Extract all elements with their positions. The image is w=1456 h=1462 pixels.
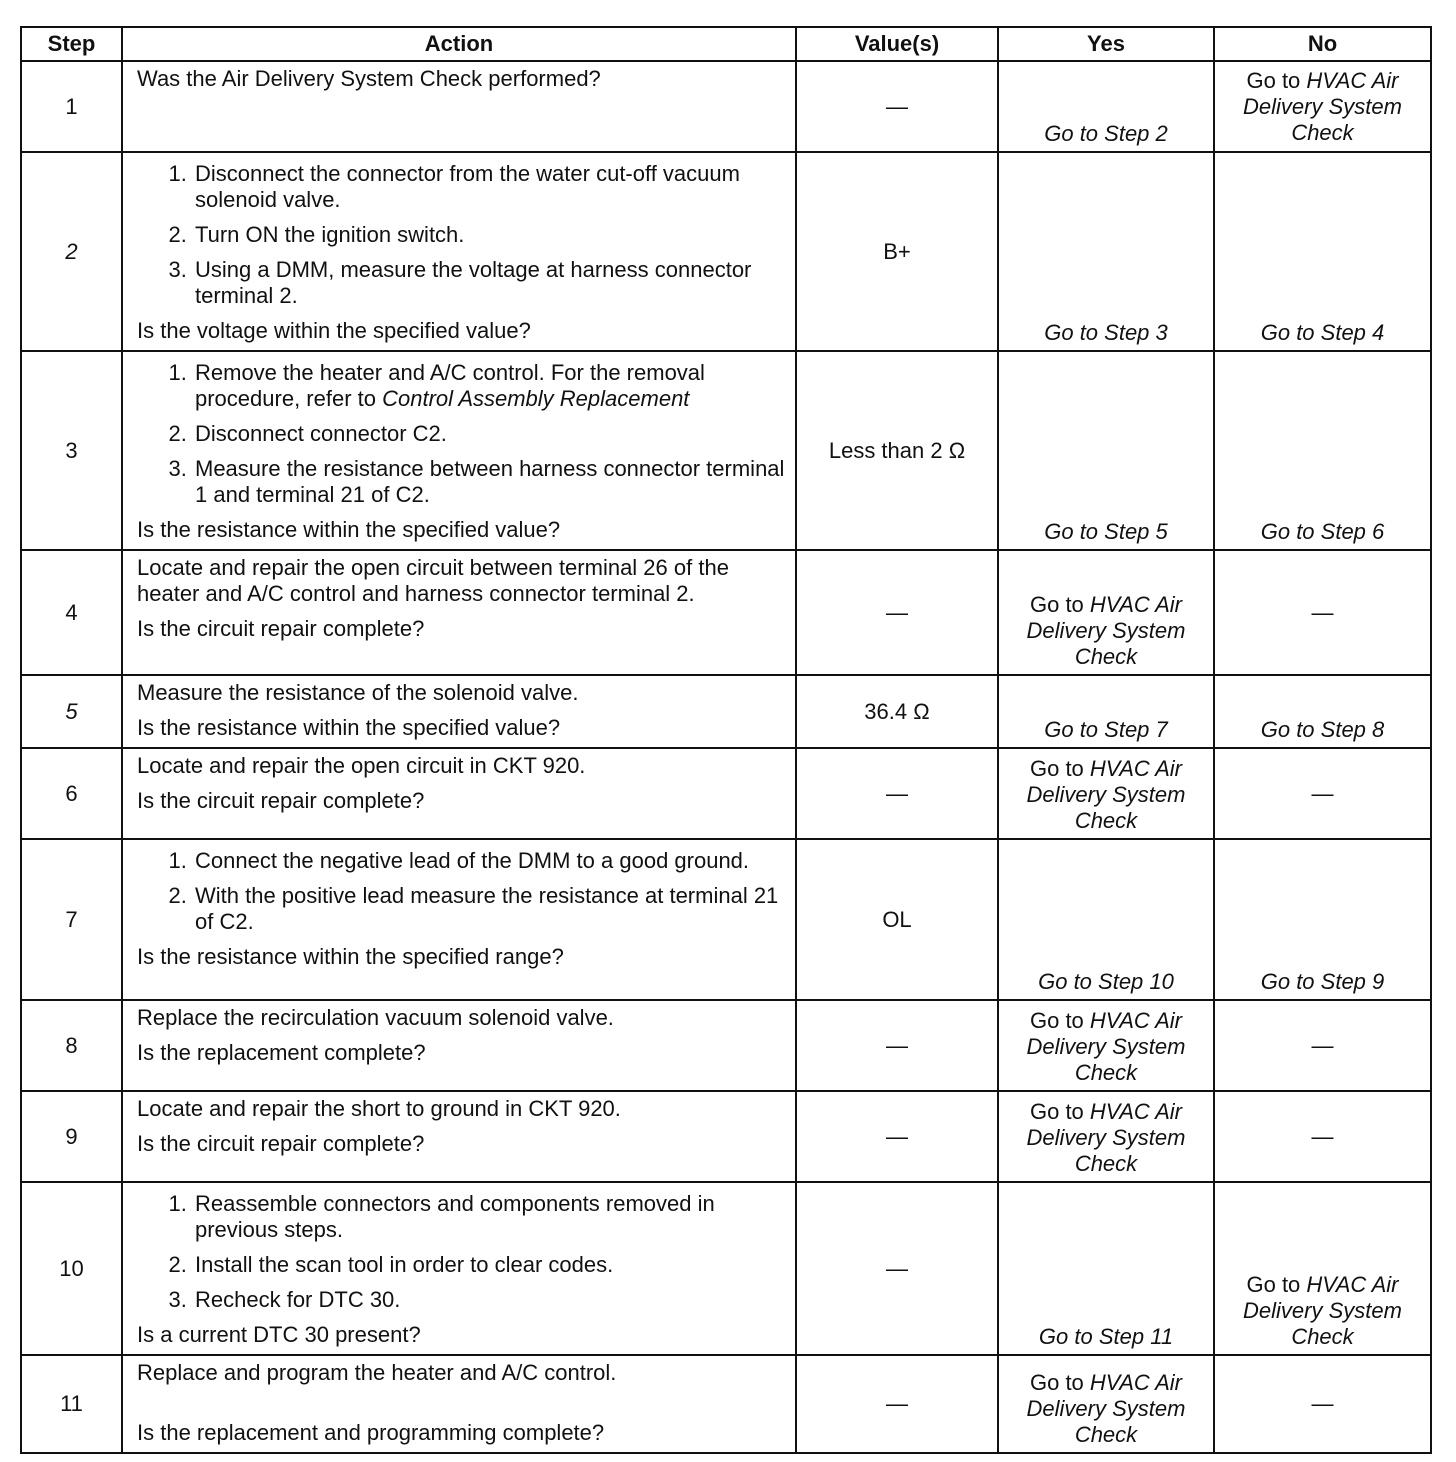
yes-link-target: Go to Step 2 (1044, 121, 1168, 146)
table-row (21, 550, 1431, 675)
value-cell: Less than 2 Ω (796, 351, 998, 550)
yes-cell (998, 61, 1214, 152)
yes-cell (998, 1000, 1214, 1091)
step-number: 1 (21, 61, 122, 152)
value-cell: — (796, 1000, 998, 1091)
yes-link-target: HVAC Air Delivery System Check (1026, 1370, 1186, 1447)
action-question: Is the circuit repair complete? (137, 788, 425, 813)
yes-link-text: Go to (1029, 1008, 1090, 1033)
action-cell (122, 1355, 796, 1453)
step-number: 7 (21, 839, 122, 1000)
no-cell (1214, 351, 1431, 550)
yes-link-text: Go to (1029, 756, 1090, 781)
action-question: Is the resistance within the specified value? (137, 715, 561, 740)
action-instruction: Locate and repair the open circuit between terminal 26 of the heater and A/C control and harness connector terminal 2. (137, 555, 729, 606)
step-number: 4 (21, 550, 122, 675)
step-number: 10 (21, 1182, 122, 1355)
no-link-text: Go to (1246, 67, 1307, 93)
action-steps-list (137, 1191, 785, 1313)
table-row (21, 748, 1431, 839)
yes-cell (998, 351, 1214, 550)
value-cell: — (796, 1091, 998, 1182)
action-step-item: 3. Measure the resistance between harness connector terminal 1 and terminal 21 of C2. (193, 456, 785, 508)
header-step: Step (21, 27, 122, 61)
step-number: 8 (21, 1000, 122, 1091)
step-number: 3 (21, 351, 122, 550)
action-question: Is the resistance within the specified range? (137, 944, 564, 969)
yes-cell (998, 748, 1214, 839)
header-action: Action (122, 27, 796, 61)
action-step-text: Remove the heater and A/C control. For the removal procedure, refer to (195, 360, 705, 411)
action-step-item: 2. Disconnect connector C2. (193, 421, 785, 447)
no-cell: — (1214, 550, 1431, 675)
no-link-text: Go to (1246, 1272, 1307, 1297)
action-step-item: 3. Using a DMM, measure the voltage at harness connector terminal 2. (193, 257, 785, 309)
action-step-item (193, 360, 785, 412)
step-number: 6 (21, 748, 122, 839)
action-question: Is the replacement complete? (137, 1040, 426, 1065)
action-cell (122, 351, 796, 550)
action-cell (122, 1091, 796, 1182)
action-step-item: 1. Reassemble connectors and components removed in previous steps. (193, 1191, 785, 1243)
yes-link-text: Go to (1029, 1370, 1090, 1395)
yes-cell (998, 1182, 1214, 1355)
no-cell (1214, 839, 1431, 1000)
action-step-item: 1. Connect the negative lead of the DMM to a good ground. (193, 848, 785, 874)
step-number: 9 (21, 1091, 122, 1182)
header-yes: Yes (998, 27, 1214, 61)
action-step-item: 2. With the positive lead measure the resistance at terminal 21 of C2. (193, 883, 785, 935)
no-link-target: HVAC Air Delivery System Check (1243, 1272, 1402, 1349)
yes-link-target: Go to Step 10 (1038, 969, 1174, 994)
table-row (21, 61, 1431, 152)
table-row (21, 152, 1431, 351)
header-no: No (1214, 27, 1431, 61)
action-cell (122, 550, 796, 675)
yes-link-target: Go to Step 3 (1044, 320, 1168, 345)
no-cell: — (1214, 748, 1431, 839)
no-cell (1214, 675, 1431, 748)
action-steps-list (137, 161, 785, 309)
action-question: Is the resistance within the specified value? (137, 517, 561, 542)
value-cell: 36.4 Ω (796, 675, 998, 748)
action-step-item: 1. Disconnect the connector from the water cut-off vacuum solenoid valve. (193, 161, 785, 213)
value-cell: OL (796, 839, 998, 1000)
value-cell: — (796, 748, 998, 839)
table-row (21, 675, 1431, 748)
action-instruction: Measure the resistance of the solenoid valve. (137, 680, 579, 705)
action-step-item: 2. Install the scan tool in order to clear codes. (193, 1252, 785, 1278)
yes-link-text: Go to (1029, 592, 1090, 617)
step-number: 5 (21, 675, 122, 748)
no-link-target: Go to Step 8 (1260, 717, 1385, 742)
value-cell: B+ (796, 152, 998, 351)
yes-cell (998, 839, 1214, 1000)
yes-cell (998, 550, 1214, 675)
action-cell (122, 61, 796, 152)
action-question: Was the Air Delivery System Check performed? (137, 66, 601, 91)
yes-link-target: Go to Step 7 (1044, 717, 1168, 742)
action-steps-list (137, 360, 785, 508)
action-cell (122, 152, 796, 351)
diagnostic-table (20, 26, 1432, 1454)
yes-cell (998, 675, 1214, 748)
no-link-target: Go to Step 6 (1260, 519, 1385, 544)
yes-link-text: Go to (1029, 1099, 1090, 1124)
action-question: Is a current DTC 30 present? (137, 1322, 421, 1347)
action-instruction: Replace the recirculation vacuum solenoid valve. (137, 1005, 614, 1030)
action-question: Is the replacement and programming complete? (137, 1420, 605, 1445)
table-row (21, 351, 1431, 550)
yes-cell (998, 152, 1214, 351)
action-cell (122, 839, 796, 1000)
no-link-target: Go to Step 9 (1260, 969, 1385, 994)
yes-link-target: HVAC Air Delivery System Check (1026, 592, 1186, 669)
step-number: 2 (21, 152, 122, 351)
action-step-item: 2. Turn ON the ignition switch. (193, 222, 785, 248)
no-cell: — (1214, 1355, 1431, 1453)
no-cell: — (1214, 1000, 1431, 1091)
yes-link-target: HVAC Air Delivery System Check (1026, 1099, 1186, 1176)
action-cell (122, 1182, 796, 1355)
action-cell (122, 748, 796, 839)
yes-link-target: HVAC Air Delivery System Check (1026, 1008, 1186, 1085)
step-number: 11 (21, 1355, 122, 1453)
no-link-target: HVAC Air Delivery System Check (1243, 67, 1402, 145)
action-steps-list (137, 848, 785, 935)
no-cell (1214, 61, 1431, 152)
yes-cell (998, 1091, 1214, 1182)
no-cell: — (1214, 1091, 1431, 1182)
no-link-target: Go to Step 4 (1260, 320, 1385, 345)
value-cell: — (796, 1355, 998, 1453)
no-cell (1214, 152, 1431, 351)
value-cell: — (796, 61, 998, 152)
no-cell (1214, 1182, 1431, 1355)
action-cell (122, 1000, 796, 1091)
header-row (21, 27, 1431, 61)
action-instruction: Replace and program the heater and A/C control. (137, 1360, 617, 1385)
action-question: Is the voltage within the specified value? (137, 318, 531, 343)
table-row (21, 1182, 1431, 1355)
action-instruction: Locate and repair the open circuit in CKT 920. (137, 753, 586, 778)
yes-link-target: HVAC Air Delivery System Check (1026, 756, 1186, 833)
yes-link-target: Go to Step 5 (1044, 519, 1168, 544)
action-question: Is the circuit repair complete? (137, 1131, 425, 1156)
table-row (21, 1091, 1431, 1182)
action-instruction: Locate and repair the short to ground in CKT 920. (137, 1096, 621, 1121)
header-values: Value(s) (796, 27, 998, 61)
table-row (21, 1355, 1431, 1453)
value-cell: — (796, 550, 998, 675)
yes-link-target: Go to Step 11 (1038, 1324, 1174, 1349)
table-row (21, 839, 1431, 1000)
action-question: Is the circuit repair complete? (137, 616, 425, 641)
yes-cell (998, 1355, 1214, 1453)
table-row (21, 1000, 1431, 1091)
value-cell: — (796, 1182, 998, 1355)
reference-link: Control Assembly Replacement (382, 386, 690, 411)
action-cell (122, 675, 796, 748)
action-step-item: 3. Recheck for DTC 30. (193, 1287, 785, 1313)
